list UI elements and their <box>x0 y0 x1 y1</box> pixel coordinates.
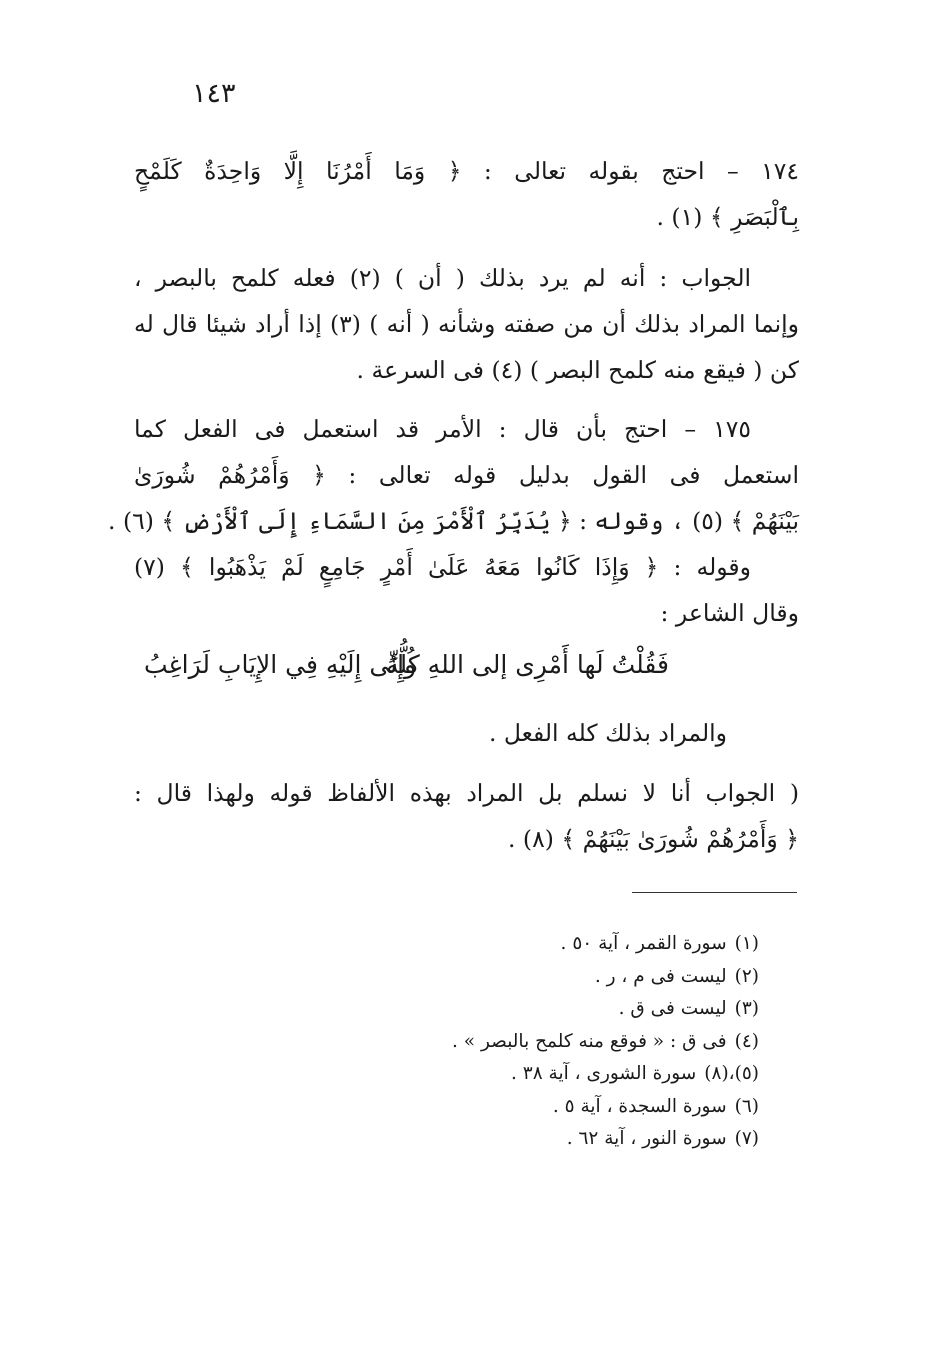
footnote-number: (٧) <box>734 1128 759 1149</box>
footnote-number: (٦) <box>734 1095 759 1117</box>
footnote-number: (٣) <box>734 998 759 1019</box>
text-line: وقوله : ﴿ وَإِذَا كَانُوا مَعَهُ عَلَىٰ أَمْرٍ جَامِعٍ لَمْ يَذْهَبُوا ﴾ (٧) <box>134 553 751 581</box>
poem-verse <box>134 650 799 700</box>
footnote-text: ليست فى م ، ر . <box>594 965 727 987</box>
footnote-text: سورة النور ، آية ٦٢ . <box>566 1128 727 1149</box>
footnote-number: (٤) <box>734 1030 759 1052</box>
text-line: كن ( فيقع منه كلمح البصر ) (٤) فى السرعة . <box>356 356 799 384</box>
footnote-item <box>339 928 759 961</box>
after-poem <box>134 710 799 756</box>
paragraph-175 <box>108 406 799 636</box>
footnote-item <box>339 1026 759 1059</box>
answer-174 <box>134 255 799 393</box>
footnote-text: ليست فى ق . <box>618 998 727 1019</box>
footnotes <box>339 928 759 1156</box>
footnote-item <box>339 1123 759 1156</box>
poem-hemistich-first: فَقُلْتُ لَها أَمْرِى إلى اللهِ كُلُّهُ <box>386 650 669 679</box>
text-line: ١٧٥ – احتج بأن قال : الأمر قد استعمل فى الفعل كما <box>134 415 751 443</box>
text-line: بَيْنَهُمْ ﴾ (٥) ، وقوله : ﴿ يُدَبِّرُ ٱلْأَمْرَ مِنَ السَّمَاءِ إِلَى ٱلْأَرْضِ ﴾ (٦) . <box>108 507 799 535</box>
footnote-text: فى ق : « فوقع منه كلمح بالبصر » . <box>452 1030 727 1052</box>
text-line: وإنما المراد بذلك أن من صفته وشأنه ( أنه ) (٣) إذا أراد شيئا قال له <box>134 310 799 338</box>
footnote-item <box>339 961 759 994</box>
page-number: ١٤٣ <box>192 78 236 109</box>
footnote-divider <box>632 892 797 893</box>
text-line: والمراد بذلك كله الفعل . <box>488 719 727 747</box>
paragraph-174 <box>134 148 799 240</box>
text-line: وقال الشاعر : <box>660 599 799 627</box>
footnote-item <box>339 1091 759 1124</box>
footnote-number: (١) <box>734 933 759 954</box>
text-line: الجواب : أنه لم يرد بذلك ( أن ) (٢) فعله كلمح بالبصر ، <box>134 264 752 292</box>
answer-175 <box>134 770 799 862</box>
text-line: ﴿ وَأَمْرُهُمْ شُورَىٰ بَيْنَهُمْ ﴾ (٨) . <box>507 825 799 853</box>
footnote-number: (٢) <box>734 965 759 987</box>
poem-hemistich-second: وإِنِّى إِلَيْهِ فِي الإِيَابِ لَرَاغِبُ <box>144 650 417 679</box>
text-line: ١٧٤ – احتج بقوله تعالى : ﴿ وَمَا أَمْرُنَا إِلَّا وَاحِدَةٌ كَلَمْحٍ <box>134 157 799 185</box>
footnote-text: سورة الشورى ، آية ٣٨ . <box>511 1063 697 1084</box>
footnote-text: سورة القمر ، آية ٥٠ . <box>560 933 727 954</box>
text-line: استعمل فى القول بدليل قوله تعالى : ﴿ وَأَمْرُهُمْ شُورَىٰ <box>134 461 799 489</box>
footnote-item <box>339 1058 759 1091</box>
footnote-number: (٥)،(٨) <box>704 1063 759 1084</box>
footnote-item <box>339 993 759 1026</box>
text-line: ( الجواب أنا لا نسلم بل المراد بهذه الألفاظ قوله ولهذا قال : <box>134 779 799 807</box>
footnote-text: سورة السجدة ، آية ٥ . <box>552 1095 727 1117</box>
text-line: بِٱلْبَصَرِ ﴾ (١) . <box>656 203 799 231</box>
